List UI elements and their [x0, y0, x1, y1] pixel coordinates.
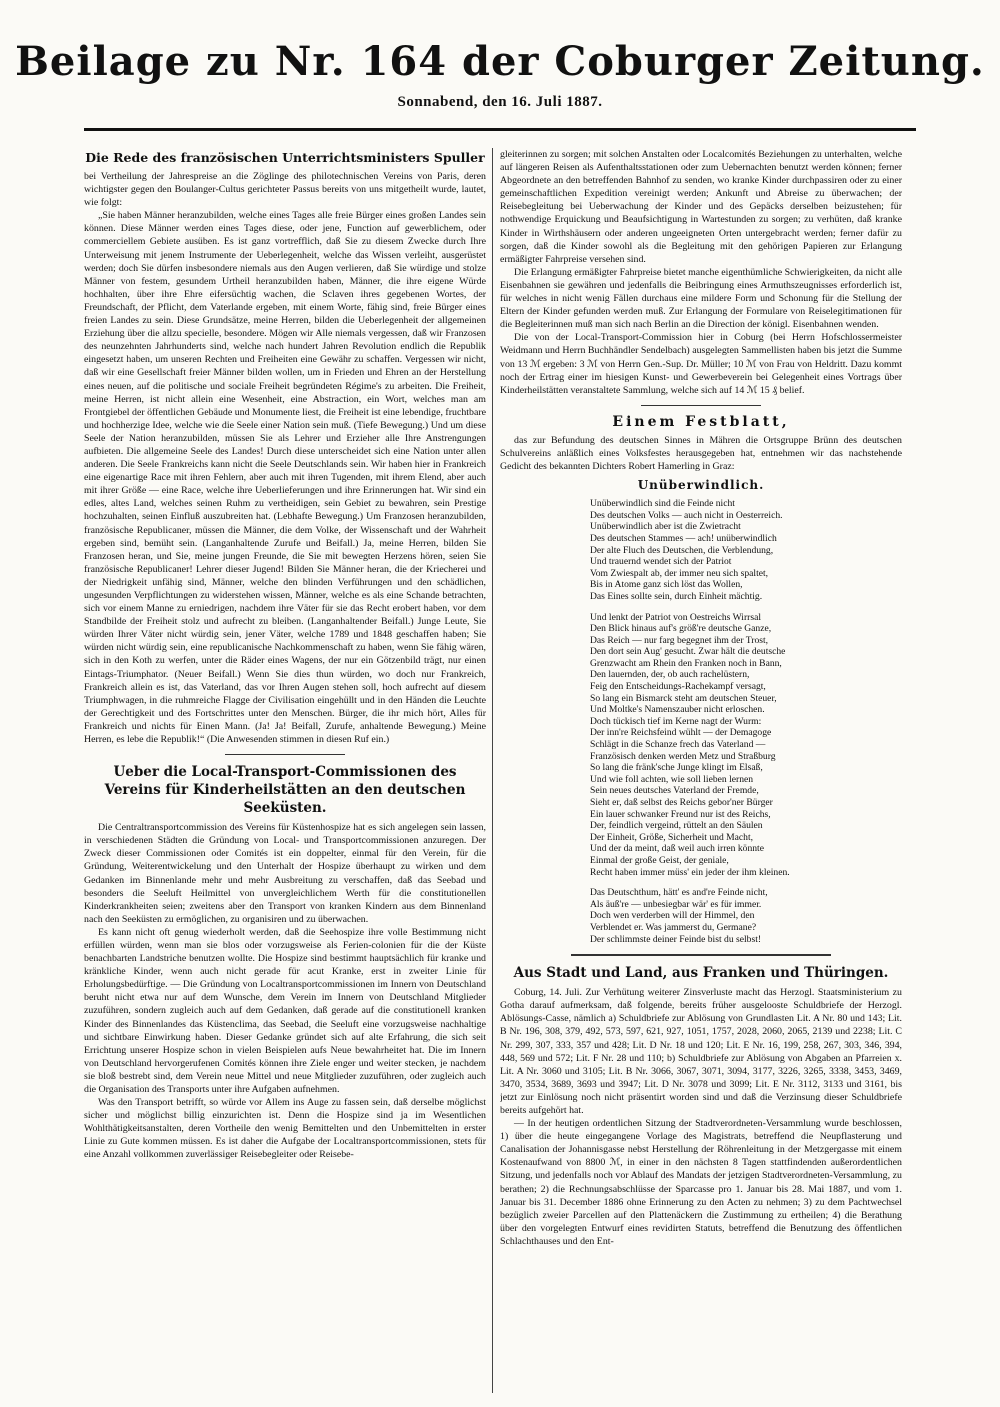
poem-line: So lang die fränk'sche Junge klingt im Elsaß, — [590, 762, 763, 774]
poem-line: Der Einheit, Größe, Sicherheit und Macht, — [590, 831, 754, 843]
poem-line: Der, feindlich vergeind, rüttelt an den Säulen — [590, 820, 763, 832]
left-column — [84, 148, 486, 1393]
poem-line: Sein neues deutsches Vaterland der Fremde, — [590, 785, 759, 797]
poem-line: Und trauernd wendet sich der Patriot — [590, 556, 732, 568]
poem-line: Des deutschen Stammes — ach! unüberwindlich — [590, 532, 777, 544]
poem-line: Unüberwindlich sind die Feinde nicht — [590, 498, 735, 510]
right-column — [500, 148, 902, 1393]
poem-line: Als äuß're — unbesiegbar wär' es für immer. — [590, 898, 762, 910]
poem-line: Ein lauer schwanker Freund nur ist des Reichs, — [590, 808, 771, 820]
poem-line: Das Reich — nur farg begegnet ihm der Trost, — [590, 634, 769, 646]
poem-line: Den Blick hinaus auf's größ're deutsche Ganze, — [590, 623, 772, 635]
poem-line: Doch wen verderben will der Himmel, den — [590, 910, 755, 922]
article-paragraph: bei Vertheilung der Jahrespreise an die Zöglinge des philotechnischen Vereins von Paris, deren wichtigster gegen den Boulanger-Cultus gerichteter Passus bereits von uns mitgetheilt wurde, lautet, wie folgt: — [84, 171, 486, 209]
article-paragraph: — In der heutigen ordentlichen Sitzung der Stadtverordneten-Versammlung wurde beschlossen, 1) über die heute eingegangene Vorlage des Magistrats, betreffend die Neupflasterung und Canalisation der Johannisgasse nebst Herstellung der Röhrenleitung in der Metzgergasse mit einem Kostenaufwand von 8800 ℳ, in einer in den nächsten 8 Tagen stattfindenden außerordentlichen Sitzung, und jedenfalls noch vor Ablauf des Mandats der jetzigen Stadtverordneten-Versammlung, zu berathen; 2) die Rechnungsabschlüsse der Sparcasse pro 1. Januar bis 28. Mai 1887, und vom 1. Januar bis 31. December 1886 ohne Erinnerung zu den Acten zu nehmen; 3) zu dem Pachtwechsel bezüglich zweier Parcellen auf den Plattenäckern die Zustimmung zu ertheilen; 4) die Berathung über den vorgelegten Entwurf eines revidirten Statuts, betreffend die Benutzung des öffentlichen Schlachthauses und den Ent- — [500, 1118, 902, 1247]
article-heading-transport: Ueber die Local-Transport-Commissionen des Vereins für Kinderheilstätten an den deutschen Seeküsten. — [104, 764, 466, 817]
article-paragraph: gleiterinnen zu sorgen; mit solchen Anstalten oder Localcomités Beziehungen zu unterhalten, welche auf längeren Reisen als Aufenthaltsstationen oder zum Uebernachten benutzt werden können; ferner Abgeordnete an den betreffenden Bahnhof zu senden, wo kranke Kinder durchpassiren oder zu einer gemeinschaftlichen Expedition vereinigt werden; Ankunft und Abreise zu überwachen; der Reisebegleitung bei Ueberwachung der Kinder und des Gepäcks derselben beizustehen; für nothwendige Erquickung und Beaufsichtigung in Wartestunden zu sorgen; zu verhüten, daß kranke Kinder in Wirthshäusern oder anderen ungeeigneten Orten untergebracht werden; ferner dafür zu sorgen, daß die Kinder sowohl als die Begleitung mit den gehörigen Papieren zur Erlangung ermäßigter Fahrpreise versehen sind. — [500, 149, 902, 265]
article-paragraph: Die von der Local-Transport-Commission hier in Coburg (bei Herrn Hofschlossermeister Weidmann und Herrn Buchhändler Sendelbach) ausgelegten Sammellisten haben bis jetzt die Summe von 13 ℳ ergeben: 3 ℳ von Herrn Gen.-Sup. Dr. Müller; 10 ℳ von Frau von Heldritt. Dazu kommt noch der Ertrag einer im hiesigen Kunst- und Gewerbeverein bei Gelegenheit eines Vortrags über Kinderheilstätten veranstaltete Sammlung, welche sich auf 14 ℳ 15 ₰ belief. — [500, 332, 902, 396]
poem-line: Vom Zwiespalt ab, der immer neu sich spaltet, — [590, 567, 769, 579]
column-divider — [492, 148, 493, 1393]
article-heading-spuller: Die Rede des französischen Unterrichtsministers Spuller — [85, 150, 485, 165]
poem-line: Feig den Entscheidungs-Rachekampf versagt, — [590, 681, 766, 693]
poem-line: Grenzwacht am Rhein den Franken noch in Bann, — [590, 657, 782, 669]
article-paragraph: Die Centraltransportcommission des Vereins für Küstenhospize hat es sich angelegen sein lassen, in verschiedenen Städten die Gründung von Local- und Transportcommissionen anzuregen. Der Zweck dieser Commissionen oder Comités ist ein doppelter, einmal für den Verein, für die Gründung, Weiterentwickelung und den Unterhalt der Hospize überhaupt zu wirken und dem Gedanken im Binnenlande mehr und mehr Ausbreitung zu verschaffen, daß das Seebad und besonders die Seeluft Heilmittel von unvergleichlichem Werth für die constitutionellen Kinderkrankheiten seien; zweitens aber den Transport von kranken Kindern aus dem Binnenland nach den Seeküsten zu ermöglichen, zu organisiren und zu überwachen. — [84, 822, 486, 925]
poem — [590, 498, 902, 945]
section-divider — [571, 954, 831, 956]
article-paragraph: „Sie haben Männer heranzubilden, welche eines Tages alle freie Bürger eines großen Landes sein können. Diese Männer werden eines Tages diese, oder jene, Function auf gewerblichem, oder commerciellem Gebiete ausüben. Es ist ganz vortrefflich, daß Sie zu diesem Zwecke durch Ihre Unterweisung mit jenem Instrumente der Ueberlegenheit, welche das Wissen verleiht, ausgerüstet werden; doch Sie dürfen insbesondere niemals aus den Augen verlieren, daß Sie würdige und stolze Männer von festem, gesundem Urtheil heranzubilden haben, Männer, die ihre eigene Würde hochhalten, über ihre Ehre eifersüchtig wachen, die Sclaven ihres gegebenen Wortes, der Freundschaft, der Pflicht, dem Vaterlande ergeben, mit einem Worte, fähig sind, freie Bürger eines freien Landes zu sein. Diese Grundsätze, meine Herren, bilden die Ueberlegenheit der allgemeinen Erziehung über die allzu specielle, besondere. Mögen wir Alle niemals vergessen, daß wir Franzosen des neunzehnten Jahrhunderts sind, welche nach hundert Jahren Revolution endlich die Republik eingesetzt haben, um unseren Rechten und Freiheiten eine Gewähr zu schaffen. Vergessen wir nicht, daß wir eine Gesellschaft freier Männer bilden wollen, um in Frieden und Ehren an der Herstellung eines neuen, auf die politische und sociale Freiheit begründeten Régime's zu arbeiten. Die Freiheit, meine Herren, ist nicht allein eine Wesenheit, eine Abstraction, ein Wort, welches man am Frontgiebel der öffentlichen Gebäude und Monumente liest, die Freiheit ist eine lebendige, fruchtbare und hochherzige Idee, welche wie die Seele einer Nation sein muß. (Tiefe Bewegung.) Und um diese Seele der Nation heranzubilden, müssen Sie als Lehrer und Erzieher alle Ihre Anstrengungen aufbieten. Die allgemeine Seele des Landes! Durch diese unterscheidet sich eine Nation unter allen anderen. Die Seele Frankreichs kann nicht die Seele Deutschlands sein. Wir haben hier in Frankreich eine eigenartige Race mit ihren Fehlern, aber auch mit ihren Tugenden, mit ihrem Elend, aber auch mit ihrer Größe — eine Race, welche ihre Ueberlieferungen und ihre Erinnerungen hat. Wir sind ein edles, altes Land, welches seinen Ruhm zu vertheidigen, sein Gebiet zu bewahren, sein Prestige hochzuhalten, seinen Einfluß auszubreiten hat. (Lebhafte Bewegung.) Um Franzosen heranzubilden, französische Republicaner, müssen die Männer, die dem Volke, der Wissenschaft und der Wahrheit ergeben sind, bemüht sein. (Langanhaltende Zurufe und Beifall.) Ja, meine Herren, bilden Sie Franzosen heran, und Sie, meine jungen Freunde, die Sie mit bewegten Herzens hören, seien Sie französische Republicaner! Lehrer dieser Jugend! Bilden Sie Männer heran, die der Kriecherei und der Niedrigkeit unfähig sind, Männer, welche den blinden Verführungen und den schädlichen, ungesunden Verpflichtungen zu widerstehen wissen, Männer, welche es als eine Schande betrachten, sich vor einem Manne zu erniedrigen, nachdem ihre Väter für sie das Recht erobert haben, vor dem Standbilde der Freiheit stolz und aufrecht zu bleiben. (Langanhaltender Beifall.) Junge Leute, Sie würden Ihrer Väter nicht würdig sein, jener Väter, welche 1789 und 1848 geschaffen haben; Sie würden nicht würdig sein, eine republicanische Nachkommenschaft zu haben, wenn Sie fähig wären, sich in den Koth zu werfen, unter die Räder eines Wagens, der nur ein Götzenbild trägt, nur einen Eintags-Triumphator. (Neuer Beifall.) Wenn Sie dies thun würden, wo doch nur Frankreich, Frankreich allein es ist, das Vaterland, das vor Ihren Augen stehen soll, hoch aufrecht auf diesem Triumphwagen, in die ruhmreiche Flagge der Civilisation eingehüllt und in den Händen die Leuchte der Gerechtigkeit und des Fortschrittes unter den Menschen. Bürger, die ihr mich hört, Alles für Frankreich und nichts für Einen Mann. (Ja! Ja! Beifall, Zurufe, anhaltende Bewegung.) Meine Herren, es lebe die Republik!“ (Die Anwesenden stimmen in diesen Ruf ein.) — [84, 210, 486, 746]
poem-line: Der alte Fluch des Deutschen, die Verblendung, — [590, 544, 774, 556]
newspaper-title: Beilage zu Nr. 164 der Coburger Zeitung. — [15, 38, 985, 85]
article-heading-local-news: Aus Stadt und Land, aus Franken und Thüringen. — [513, 965, 889, 982]
poem-stanza — [590, 887, 902, 945]
poem-line: Französisch denken werden Metz und Straßburg — [590, 750, 776, 762]
article-paragraph: Die Erlangung ermäßigter Fahrpreise bietet manche eigenthümliche Schwierigkeiten, da nicht alle Eisenbahnen sie gewähren und jedenfalls die Beibringung eines Armuthszeugnisses erforderlich ist, für welches in nicht wenig Fällen durchaus eine mildere Form und Schonung für die Stellung der Eltern der Kinder gefunden werden muß. Zur Erlangung der Formulare von Reiselegitimationen für die Begleiterinnen muß man sich nach Berlin an die Direction der königl. Eisenbahnen wenden. — [500, 266, 902, 331]
poem-line: Verblendet er. Was jammerst du, Germane? — [590, 921, 757, 933]
poem-stanza — [590, 498, 902, 602]
poem-line: Bis in Atome ganz sich löst das Wollen, — [590, 579, 743, 591]
section-divider — [225, 754, 345, 755]
article-paragraph: das zur Befundung des deutschen Sinnes in Mähren die Ortsgruppe Brünn des deutschen Schulvereins anläßlich eines Volksfestes herausgegeben hat, entnehmen wir das nachstehende Gedicht des bekannten Dichters Robert Hamerling in Graz: — [500, 434, 902, 472]
poem-line: So lang ein Bismarck steht am deutschen Steuer, — [590, 692, 777, 704]
poem-line: Den dort sein Aug' gesucht. Zwar hält die deutsche — [590, 646, 786, 658]
poem-title: Unüberwindlich. — [637, 478, 765, 493]
poem-line: Den lauernden, der, ob auch rachelüstern, — [590, 669, 750, 681]
poem-line: Recht haben immer müss' ein jeder der ihm kleinen. — [590, 866, 790, 878]
article-heading-festblatt: Einem Festblatt, — [612, 413, 790, 430]
poem-line: Des deutschen Volks — auch nicht in Oesterreich. — [590, 509, 783, 521]
issue-date: Sonnabend, den 16. Juli 1887. — [397, 94, 603, 110]
article-paragraph: Es kann nicht oft genug wiederholt werden, daß die Seehospize ihre volle Bestimmung nicht erfüllen würden, wenn man sie blos oder vorzugsweise als Ferien-colonien für die der Küste benachbarten Landstriche benutzen wollte. Die Hospize sind bestimmt hauptsächlich für kranke und kränkliche Kinder, wenn auch nicht gerade für acut Kranke, erst in zweiter Linie für Erholungsbedürftige. — Die Gründung von Localtransportcommissionen im Innern von Deutschland beruht nicht etwa nur auf dem Wunsche, dem Verein im Innern von Deutschland Mitglieder zuzuführen, sondern zugleich auch auf dem Gedanken, daß gerade auf die constitutionell kranken Kinder des Binnenlandes das Küstenclima, das Seebad, die Seeluft eine vorzugsweise nachhaltige und sichtbare Einwirkung haben. Dieser Gedanke gründet sich auf alte Erfahrung, die sich seit Errichtung unserer Hospize schon in vielen Beispielen aufs Neue bewahrheitet hat. Die im Innern von Deutschland hervorgerufenen Comités können ihre Ziele enger und weiter stecken, je nachdem sie bloß bestrebt sind, dem Verein neue Mittel und neue Mitglieder zuzuführen, oder zugleich auch die Organisation des Transports unter ihre Aufgaben aufnehmen. — [84, 926, 486, 1095]
poem-line: Sieht er, daß selbst des Reichs gebor'ner Bürger — [590, 797, 773, 808]
section-divider — [641, 405, 761, 406]
article-paragraph: Coburg, 14. Juli. Zur Verhütung weiterer Zinsverluste macht das Herzogl. Staatsministerium zu Gotha darauf aufmerksam, daß folgende, bereits früher ausgelooste Schuldbriefe der Herzogl. Ablösungs-Casse, nämlich a) Schuldbriefe zur Ablösung von Grundlasten Lit. A Nr. 80 und 143; Lit. B Nr. 196, 308, 379, 492, 573, 597, 621, 927, 1051, 1757, 2028, 2060, 2065, 2139 und 2238; Lit. C Nr. 299, 307, 333, 357 und 428; Lit. D Nr. 18 und 120; Lit. E Nr. 16, 199, 258, 267, 303, 346, 394, 448, 569 und 572; Lit. F Nr. 28 und 110; b) Schuldbriefe zur Ablösung von Abgaben an Pfarreien x. Lit. A Nr. 3060 und 3105; Lit. B Nr. 3066, 3067, 3071, 3094, 3177, 3226, 3265, 3338, 3453, 3469, 3470, 3534, 3689, 3693 und 3947; Lit. D Nr. 3078 und 3099; Lit. E Nr. 3112, 3133 und 3161, bis jetzt zur Einlösung noch nicht präsentirt worden sind und daß die Verzinsung dieser Schuldbriefe bereits aufgehört hat. — [500, 987, 902, 1116]
poem-line: Der schlimmste deiner Feinde bist du selbst! — [590, 933, 762, 945]
poem-line: Einmal der große Geist, der geniale, — [590, 854, 729, 866]
poem-line: Doch tückisch tief im Kerne nagt der Wurm: — [590, 715, 762, 727]
masthead-rule — [84, 128, 916, 131]
poem-line: Und wie foll achten, wie soll lieben lernen — [590, 773, 754, 785]
article-paragraph: Was den Transport betrifft, so würde vor Allem ins Auge zu fassen sein, daß derselbe möglichst sicher und möglichst billig einzurichten ist. Denn die Hospize sind ja im Wesentlichen Wohlthätigkeitsanstalten, deren Vortheile den wenig Bemittelten und den Unbemittelten in erster Linie zu Gute kommen müssen. Es ist daher die Aufgabe der Localtransportcommissionen, stets für eine Anzahl vollkommen zuverlässiger Reisebegleiter oder Reisebe- — [84, 1097, 486, 1161]
poem-line: Und lenkt der Patriot von Oestreichs Wirrsal — [590, 611, 762, 623]
poem-line: Das Deutschthum, hätt' es and're Feinde nicht, — [590, 887, 768, 899]
poem-line: Und der da meint, daß weil auch irren könnte — [590, 843, 764, 855]
poem-line: Schlägt in die Schanze frech das Vaterland — — [590, 739, 766, 751]
poem-line: Unüberwindlich aber ist die Zwietracht — [590, 521, 741, 533]
poem-stanza — [590, 612, 902, 879]
poem-line: Der inn're Reichsfeind wühlt — der Demagoge — [590, 727, 772, 739]
poem-line: Und Moltke's Namenszauber nicht erloschen. — [590, 704, 765, 716]
masthead — [0, 38, 1000, 111]
poem-line: Das Eines sollte sein, durch Einheit mächtig. — [590, 590, 763, 602]
